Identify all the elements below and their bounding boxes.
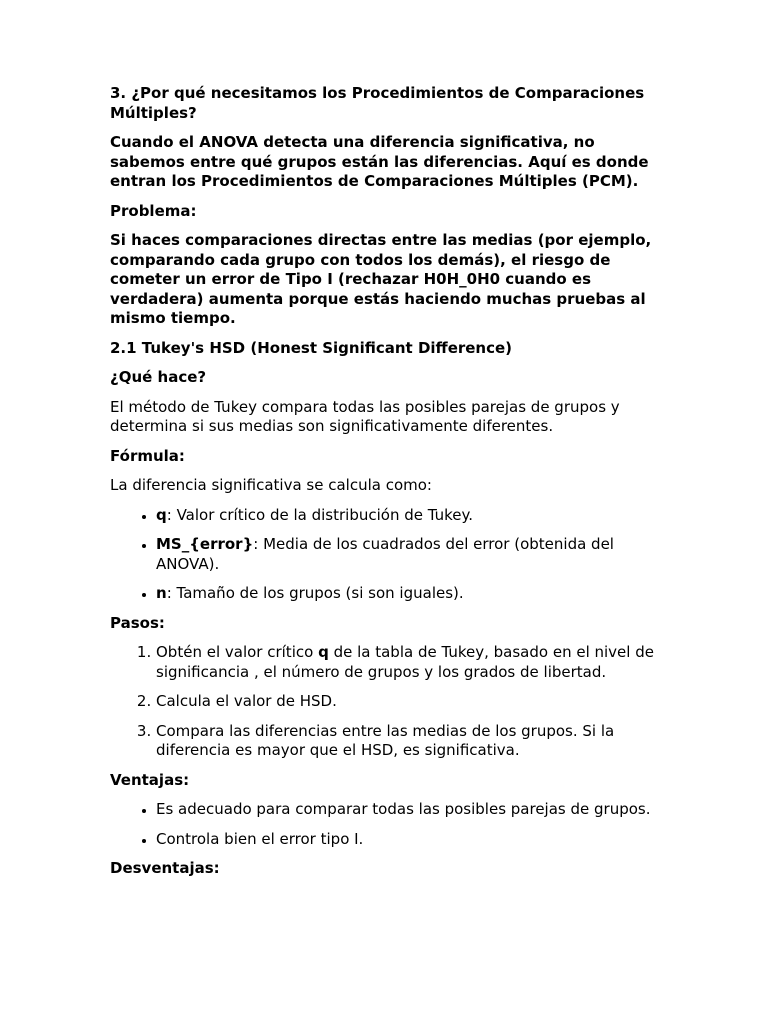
- paso-item-1: [156, 643, 658, 682]
- formula-term: q: [156, 505, 167, 524]
- que-hace-paragraph: El método de Tukey compara todas las posibles parejas de grupos y determina si sus medias son significativamente diferentes.: [110, 397, 620, 435]
- que-hace-label: ¿Qué hace?: [110, 368, 207, 386]
- intro-paragraph: Cuando el ANOVA detecta una diferencia significativa, no sabemos entre qué grupos están las diferencias. Aquí es donde entran los Procedimientos de Comparaciones Múltiples (PCM).: [110, 133, 649, 190]
- tukey-heading: 2.1 Tukey's HSD (Honest Significant Difference): [110, 338, 513, 357]
- ventajas-label: Ventajas:: [110, 770, 190, 789]
- ventaja-item: • Es adecuado para comparar todas las posibles parejas de grupos.: [156, 800, 658, 820]
- formula-item-q: [156, 506, 658, 526]
- formula-paragraph: La diferencia significativa se calcula como:: [110, 476, 432, 494]
- formula-term: MS_{error}: [156, 535, 254, 553]
- pasos-list: [110, 643, 658, 761]
- pasos-label: Pasos:: [110, 613, 165, 632]
- paso-item-3: 3. Compara las diferencias entre las medias de los grupos. Si la diferencia es mayor que el HSD, es significativa.: [156, 722, 658, 761]
- formula-label: Fórmula:: [110, 446, 185, 465]
- formula-list: [110, 506, 658, 604]
- formula-term: n: [156, 584, 167, 602]
- paso-term: q: [318, 643, 329, 661]
- desventajas-label: Desventajas:: [110, 859, 220, 877]
- paso-item-2: 2. Calcula el valor de HSD.: [156, 692, 658, 712]
- formula-item-n: [156, 584, 658, 604]
- ventaja-item: • Controla bien el error tipo I.: [156, 830, 658, 850]
- paso-text: de la tabla de Tukey, basado en el nivel de significancia , el número de grupos y los grados de libertad.: [156, 643, 654, 681]
- problema-label: Problema:: [110, 201, 197, 220]
- formula-desc: : Media de los cuadrados del error (obtenida del ANOVA).: [156, 535, 614, 573]
- ventajas-list: [110, 800, 658, 849]
- section-heading-pcm: 3. ¿Por qué necesitamos los Procedimientos de Comparaciones Múltiples?: [110, 84, 645, 122]
- formula-desc: : Valor crítico de la distribución de Tukey.: [166, 505, 474, 524]
- problema-paragraph: Si haces comparaciones directas entre las medias (por ejemplo, comparando cada grupo con todos los demás), el riesgo de cometer un error de Tipo I (rechazar H0H_0H0 cuando es verdadera) aumenta porque estás haciendo muchas pruebas al mismo tiempo.: [110, 231, 652, 327]
- formula-item-mserror: [156, 535, 658, 574]
- formula-desc: : Tamaño de los grupos (si son iguales).: [166, 584, 464, 602]
- paso-text: Obtén el valor crítico: [156, 643, 319, 661]
